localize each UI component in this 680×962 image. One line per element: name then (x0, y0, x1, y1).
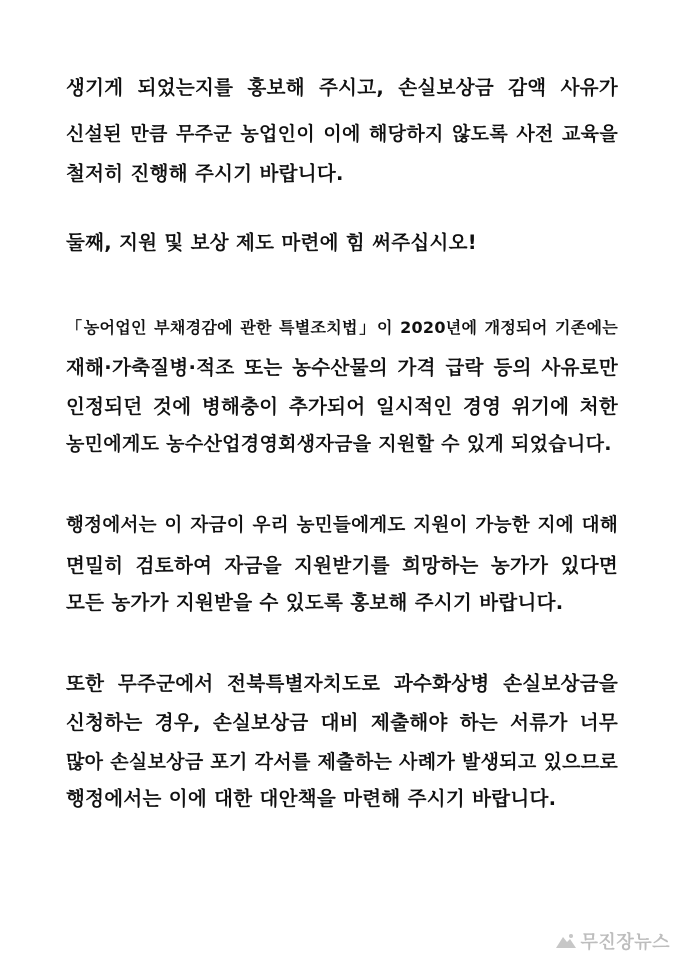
text-line: 재해·가축질병·적조 또는 농수산물의 가격 급락 등의 사유로만 (66, 356, 618, 379)
text-line: 농민에게도 농수산업경영회생자금을 지원할 수 있게 되었습니다. (66, 433, 612, 455)
text-line: 신청하는 경우, 손실보상금 대비 제출해야 하는 서류가 너무 (66, 711, 618, 734)
text-line: 신설된 만큼 무주군 농업인이 이에 해당하지 않도록 사전 교육을 (66, 123, 618, 145)
text-line: 「농어업인 부채경감에 관한 특별조치법」이 2020년에 개정되어 기존에는 (66, 318, 618, 337)
text-line: 모든 농가가 지원받을 수 있도록 홍보해 주시기 바랍니다. (66, 591, 564, 614)
text-line: 행정에서는 이에 대한 대안책을 마련해 주시기 바랍니다. (66, 787, 557, 810)
text-line: 면밀히 검토하여 자금을 지원받기를 희망하는 농가가 있다면 (66, 554, 618, 577)
text-line: 행정에서는 이 자금이 우리 농민들에게도 지원이 가능한 지에 대해 (66, 515, 618, 536)
section-heading: 둘째, 지원 및 보상 제도 마련에 힘 써주십시오! (66, 231, 477, 254)
watermark (555, 928, 670, 954)
mountain-logo-icon (555, 933, 577, 949)
watermark-text: 무진장뉴스 (580, 932, 670, 953)
text-line: 또한 무주군에서 전북특별자치도로 과수화상병 손실보상금을 (66, 672, 618, 695)
text-line: 많아 손실보상금 포기 각서를 제출하는 사례가 발생되고 있으므로 (66, 751, 619, 773)
text-line: 생기게 되었는지를 홍보해 주시고, 손실보상금 감액 사유가 (66, 76, 618, 99)
text-line: 인정되던 것에 병해충이 추가되어 일시적인 경영 위기에 처한 (66, 395, 618, 418)
text-line: 철저히 진행해 주시기 바랍니다. (66, 162, 344, 185)
